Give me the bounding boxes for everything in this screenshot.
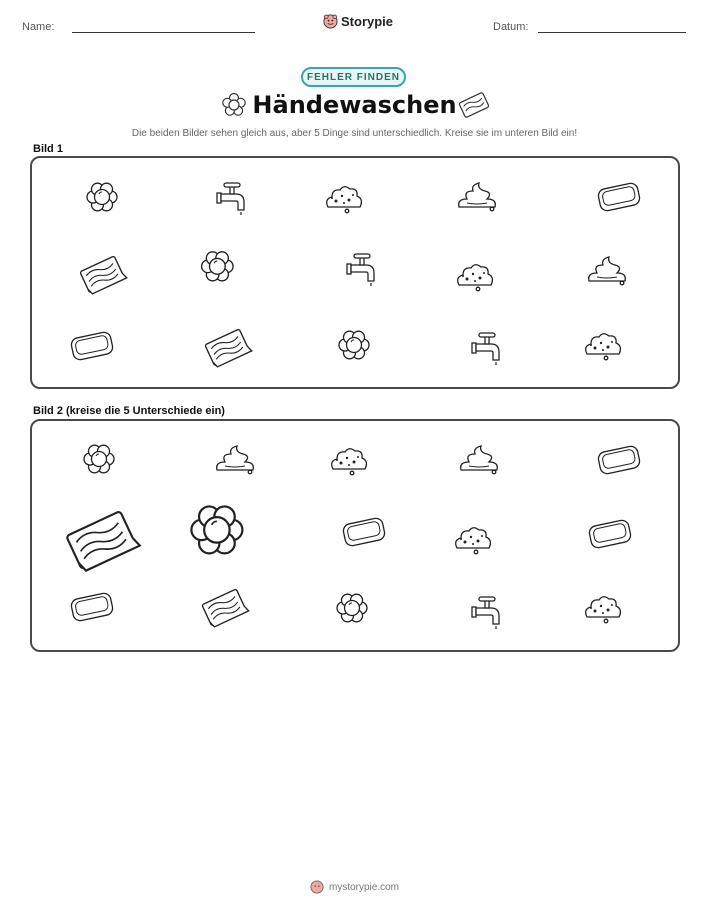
storypie-mascot-icon <box>323 14 338 29</box>
brand-name: Storypie <box>341 14 394 29</box>
footer <box>0 880 709 894</box>
picture1-foam-pile-icon <box>576 319 630 373</box>
worksheet-type-badge: FEHLER FINDEN <box>301 67 406 87</box>
page-title: Händewaschen <box>252 91 457 119</box>
picture1-faucet-icon <box>335 241 389 295</box>
picture1-flower-soap-icon <box>327 318 381 372</box>
picture1-flower-soap-icon <box>189 238 246 295</box>
picture2-soap-bar-icon[interactable] <box>337 505 391 559</box>
picture1-soap-bar-icon <box>65 319 119 373</box>
picture1-sponge-icon <box>199 320 256 377</box>
brand-logo <box>323 14 393 29</box>
picture1-faucet-icon <box>460 320 514 374</box>
date-label: Datum: <box>493 21 529 33</box>
date-line[interactable] <box>538 32 686 33</box>
picture2-soap-bar-icon[interactable] <box>583 507 637 561</box>
picture2-soap-bar-icon[interactable] <box>592 433 646 487</box>
picture1-faucet-icon <box>205 170 259 224</box>
picture2-foam-swirl-icon[interactable] <box>452 433 506 487</box>
sponge-icon <box>457 92 491 118</box>
picture1-foam-pile-icon <box>448 250 502 304</box>
picture1-sponge-icon <box>74 247 131 304</box>
picture2-soap-bar-icon[interactable] <box>65 580 119 634</box>
name-label: Name: <box>22 21 55 33</box>
picture2-foam-swirl-icon[interactable] <box>208 433 262 487</box>
picture1-foam-swirl-icon <box>450 170 504 224</box>
picture2-faucet-icon[interactable] <box>460 584 514 638</box>
picture1-soap-bar-icon <box>592 170 646 224</box>
picture1-label: Bild 1 <box>33 143 63 155</box>
picture2-flower-soap-icon[interactable] <box>325 581 379 635</box>
instructions-text: Die beiden Bilder sehen gleich aus, aber 5 Dinge sind unterschiedlich. Kreise sie im unteren Bild ein! <box>131 128 578 139</box>
picture2-sponge-icon[interactable] <box>196 580 253 637</box>
picture2-foam-pile-icon[interactable] <box>576 582 630 636</box>
picture2-label: Bild 2 (kreise die 5 Unterschiede ein) <box>33 405 225 417</box>
storypie-mascot-icon <box>310 880 324 894</box>
picture2-sponge-icon[interactable] <box>57 497 146 586</box>
picture1-frame <box>30 156 680 389</box>
footer-url[interactable]: mystorypie.com <box>328 881 399 893</box>
picture2-foam-pile-icon[interactable] <box>322 434 376 488</box>
picture2-frame[interactable] <box>30 419 680 652</box>
picture2-flower-soap-icon[interactable] <box>171 484 263 576</box>
picture1-flower-soap-icon <box>75 170 129 224</box>
picture2-foam-pile-icon[interactable] <box>446 513 500 567</box>
picture1-foam-swirl-icon <box>580 244 634 298</box>
picture1-foam-pile-icon <box>317 172 371 226</box>
name-line[interactable] <box>72 32 255 33</box>
picture2-flower-soap-icon[interactable] <box>72 432 126 486</box>
